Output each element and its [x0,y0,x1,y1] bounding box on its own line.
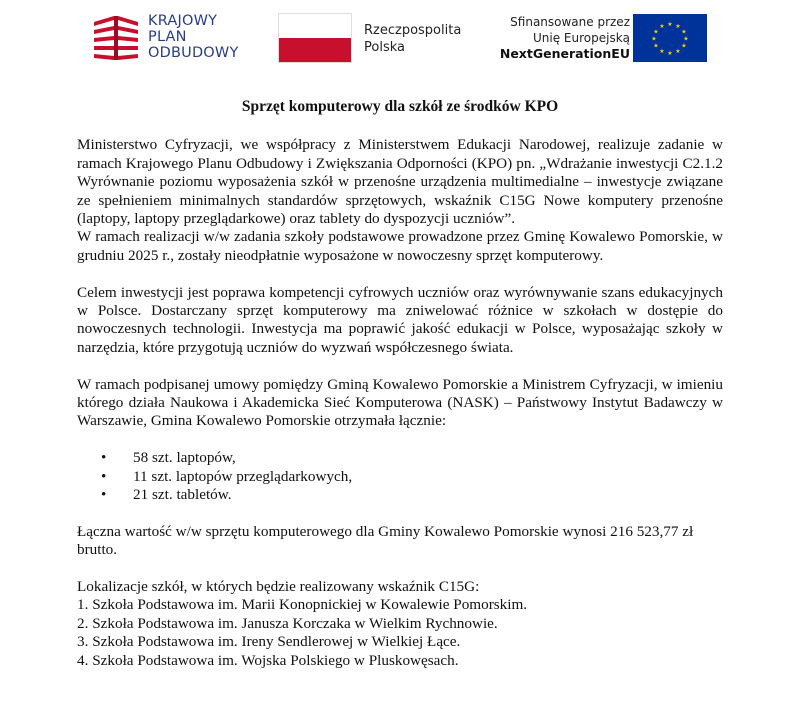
school-item: 1. Szkoła Podstawowa im. Marii Konopnickiej w Kowalewie Pomorskim. [77,596,528,614]
kpo-logo [92,13,262,63]
kpo-line-2: PLAN [148,29,187,45]
schools-intro: Lokalizacje szkół, w których będzie realizowany wskaźnik C15G: [77,578,480,596]
paragraph-total-value: Łączna wartość w/w sprzętu komputerowego dla Gminy Kowalewo Pomorskie wynosi 216 523,77 zł brutto. [77,522,694,559]
polish-flag-icon [278,13,352,63]
school-item: 4. Szkoła Podstawowa im. Wojska Polskiego w Pluskowęsach. [77,651,459,669]
school-item: 3. Szkoła Podstawowa im. Ireny Sendlerowej w Wielkiej Łące. [77,633,461,651]
svg-text:★: ★ [667,21,673,28]
svg-text:★: ★ [681,28,687,36]
svg-text:★: ★ [651,35,657,43]
document-title: Sprzęt komputerowy dla szkół ze środków KPO [241,98,559,115]
svg-text:★: ★ [659,48,665,55]
school-item: 2. Szkoła Podstawowa im. Janusza Korczaka w Wielkim Rychnowie. [77,614,498,632]
bullet-icon: • [101,467,107,485]
svg-text:★: ★ [681,42,687,50]
list-item: • 58 szt. laptopów, [101,449,236,467]
eu-line-1: Sfinansowane przez [510,15,630,29]
eu-line-3: NextGenerationEU [499,46,630,61]
paragraph-goal: Celem inwestycji jest poprawa kompetencji cyfrowych uczniów oraz wyrównywanie szans edukacyjnych w Polsce. Dostarczany sprzęt komputerowy ma zniwelować różnice w szkołach w dostępie do nowoczesnych technologii. Inwestycja ma poprawić jakość edukacji w Polsce, wyposażając szkoły w narzędzia, które przygotują uczniów do wyzwań współczesnego świata. [77,283,723,356]
kpo-line-3: ODBUDOWY [148,45,239,61]
eu-logo-text [500,14,630,62]
document-body [77,98,723,670]
eu-line-2: Unię Europejską [532,31,630,45]
svg-text:★: ★ [653,42,659,50]
paragraph-agreement: W ramach podpisanej umowy pomiędzy Gminą Kowalewo Pomorskie a Ministrem Cyfryzacji, w imieniu którego działa Naukowa i Akademicka Sieć Komputerowa (NASK) – Państwowy Instytut Badawczy w Warszawie, Gmina Kowalewo Pomorskie otrzymała łącznie: [77,375,723,430]
svg-text:★: ★ [653,28,659,36]
list-item: • 21 szt. tabletów. [101,486,232,504]
paragraph-intro: Ministerstwo Cyfryzacji, we współpracy z Ministerstwem Edukacji Narodowej, realizuje zadanie w ramach Krajowego Planu Odbudowy i Zwiększania Odporności (KPO) pn. „Wdrażanie inwestycji C2.1.2 Wyrównanie poziomu wyposażenia szkół w przenośne urządzenia multimedialne – inwestycje związane ze spełnieniem minimalnych standardów sprzętowych, wskaźnik C15G Nowe komputery przenośne (laptopy, laptopy przeglądarkowe) oraz tablety do dyspozycji uczniów”. [77,136,723,228]
svg-text:★: ★ [659,23,665,30]
eu-flag-icon [633,14,707,62]
svg-text:★: ★ [675,23,681,30]
rp-logo-text [364,22,461,56]
paragraph-realization: W ramach realizacji w/w zadania szkoły podstawowe prowadzone przez Gminę Kowalewo Pomorskie, w grudniu 2025 r., zostały nieodpłatnie wyposażone w nowoczesny sprzęt komputerowy. [77,228,723,264]
kpo-line-1: KRAJOWY [148,13,218,29]
rp-line-1: Rzeczpospolita [364,23,462,38]
logo-bar [0,0,800,80]
kpo-emblem-icon [92,14,140,62]
rp-line-2: Polska [364,40,405,55]
bullet-icon: • [101,486,107,504]
svg-text:★: ★ [675,48,681,55]
svg-text:★: ★ [667,50,673,57]
bullet-icon: • [101,449,107,467]
svg-text:★: ★ [683,35,689,43]
list-item: • 11 szt. laptopów przeglądarkowych, [101,467,353,485]
equipment-list [77,449,723,504]
